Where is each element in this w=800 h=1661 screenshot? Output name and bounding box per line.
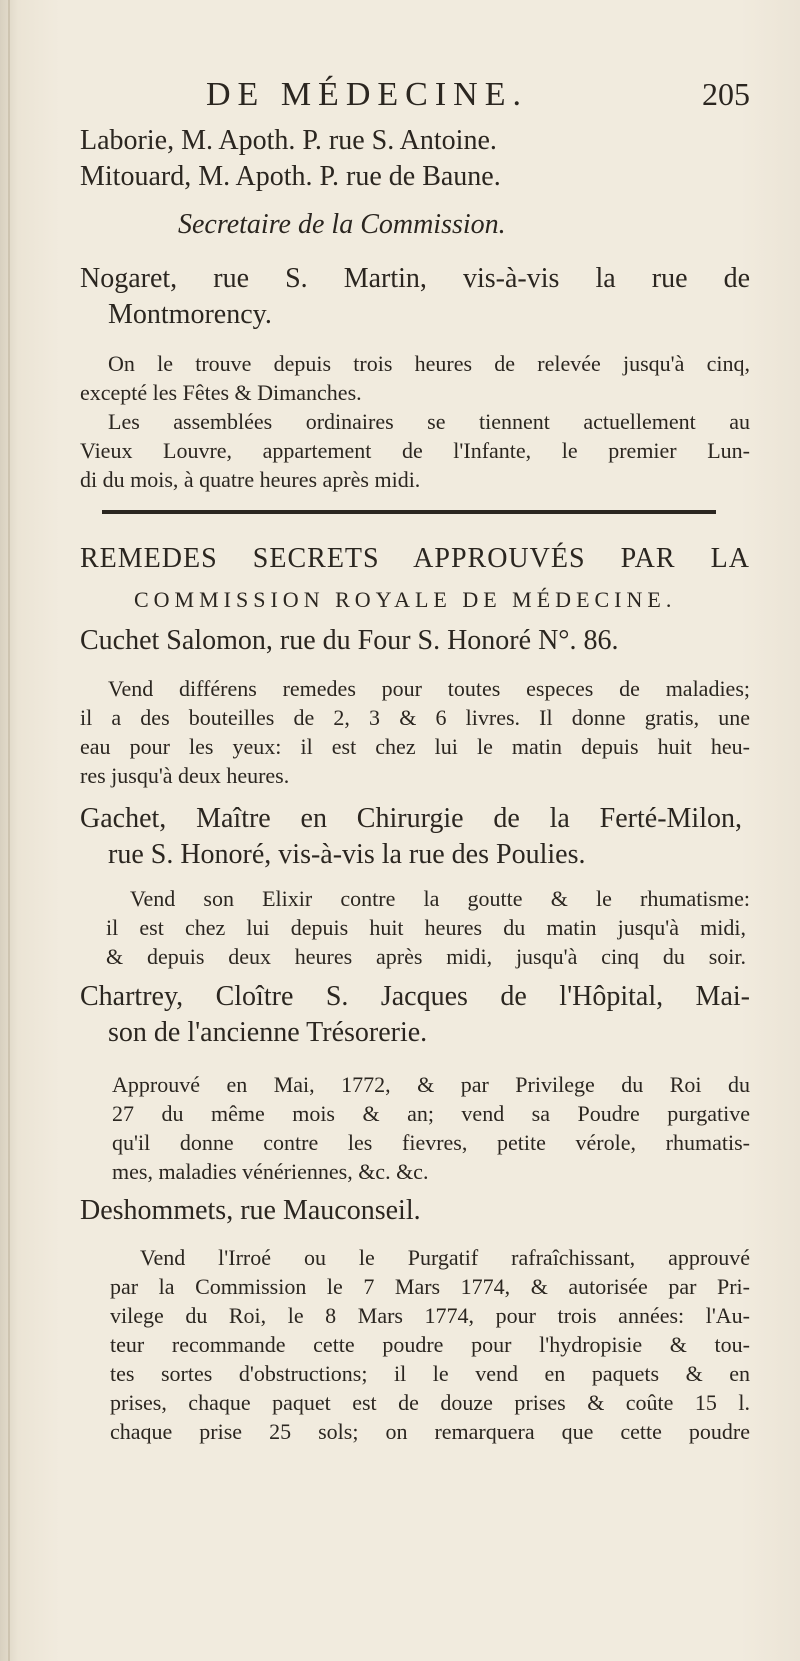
- entry-desc-line: teur recommande cette poudre pour l'hydropisie & tou-: [110, 1332, 750, 1357]
- entry-desc-line: Vend l'Irroé ou le Purgatif rafraîchissant, approuvé: [140, 1245, 750, 1270]
- section-divider-rule: [102, 510, 716, 514]
- entry-desc-line: tes sortes d'obstructions; il le vend en paquets & en: [110, 1361, 750, 1386]
- entry-name-deshommets: Deshommets, rue Mauconseil.: [80, 1195, 421, 1226]
- entry-name-chartrey-line-2: son de l'ancienne Trésorerie.: [108, 1017, 428, 1048]
- remedies-heading-line-1: REMEDES SECRETS APPROUVÉS PAR LA: [80, 543, 750, 574]
- entry-desc-line: qu'il donne contre les fievres, petite vérole, rhumatis-: [112, 1130, 750, 1155]
- running-head-title: DE MÉDECINE.: [206, 76, 528, 113]
- entry-name-cuchet: Cuchet Salomon, rue du Four S. Honoré N°. 86.: [80, 625, 619, 656]
- entry-desc-line: chaque prise 25 sols; on remarquera que cette poudre: [110, 1419, 750, 1444]
- secretary-note-line-5: di du mois, à quatre heures après midi.: [80, 467, 421, 492]
- page-gutter-shadow: [8, 0, 10, 1661]
- secretary-note-line-4: Vieux Louvre, appartement de l'Infante, le premier Lun-: [80, 438, 750, 463]
- entry-desc-line: Vend différens remedes pour toutes especes de maladies;: [108, 676, 750, 701]
- secretary-name-line-1: Nogaret, rue S. Martin, vis-à-vis la rue de: [80, 263, 750, 294]
- entry-desc-line: prises, chaque paquet est de douze prises & coûte 15 l.: [110, 1390, 750, 1415]
- entry-desc-line: mes, maladies vénériennes, &c. &c.: [112, 1159, 429, 1184]
- entry-desc-line: il est chez lui depuis huit heures du matin jusqu'à midi,: [106, 915, 746, 940]
- secretary-note-line-2: excepté les Fêtes & Dimanches.: [80, 380, 362, 405]
- entry-desc-line: 27 du même mois & an; vend sa Poudre purgative: [112, 1101, 750, 1126]
- entry-desc-line: Approuvé en Mai, 1772, & par Privilege du Roi du: [112, 1072, 750, 1097]
- entry-name-gachet-line-1: Gachet, Maître en Chirurgie de la Ferté-Milon,: [80, 803, 742, 834]
- running-head: [80, 76, 750, 116]
- entry-desc-line: par la Commission le 7 Mars 1774, & autorisée par Pri-: [110, 1274, 750, 1299]
- entry-desc-line: eau pour les yeux: il est chez lui le matin depuis huit heu-: [80, 734, 750, 759]
- entry-name-gachet-line-2: rue S. Honoré, vis-à-vis la rue des Poulies.: [108, 839, 586, 870]
- member-line-mitouard: Mitouard, M. Apoth. P. rue de Baune.: [80, 161, 501, 192]
- entry-desc-line: il a des bouteilles de 2, 3 & 6 livres. Il donne gratis, une: [80, 705, 750, 730]
- secretary-note-line-1: On le trouve depuis trois heures de relevée jusqu'à cinq,: [108, 351, 750, 376]
- entry-desc-line: res jusqu'à deux heures.: [80, 763, 290, 788]
- entry-desc-line: vilege du Roi, le 8 Mars 1774, pour trois années: l'Au-: [110, 1303, 750, 1328]
- secretary-name-line-2: Montmorency.: [108, 299, 272, 330]
- remedies-heading-line-2: COMMISSION ROYALE DE MÉDECINE.: [134, 587, 677, 612]
- entry-desc-line: Vend son Elixir contre la goutte & le rhumatisme:: [130, 886, 750, 911]
- page-number: 205: [702, 76, 750, 112]
- entry-name-chartrey-line-1: Chartrey, Cloître S. Jacques de l'Hôpital, Mai-: [80, 981, 750, 1012]
- secretary-heading: Secretaire de la Commission.: [178, 209, 506, 240]
- secretary-note-line-3: Les assemblées ordinaires se tiennent actuellement au: [108, 409, 750, 434]
- entry-desc-line: & depuis deux heures après midi, jusqu'à cinq du soir.: [106, 944, 746, 969]
- member-line-laborie: Laborie, M. Apoth. P. rue S. Antoine.: [80, 125, 497, 156]
